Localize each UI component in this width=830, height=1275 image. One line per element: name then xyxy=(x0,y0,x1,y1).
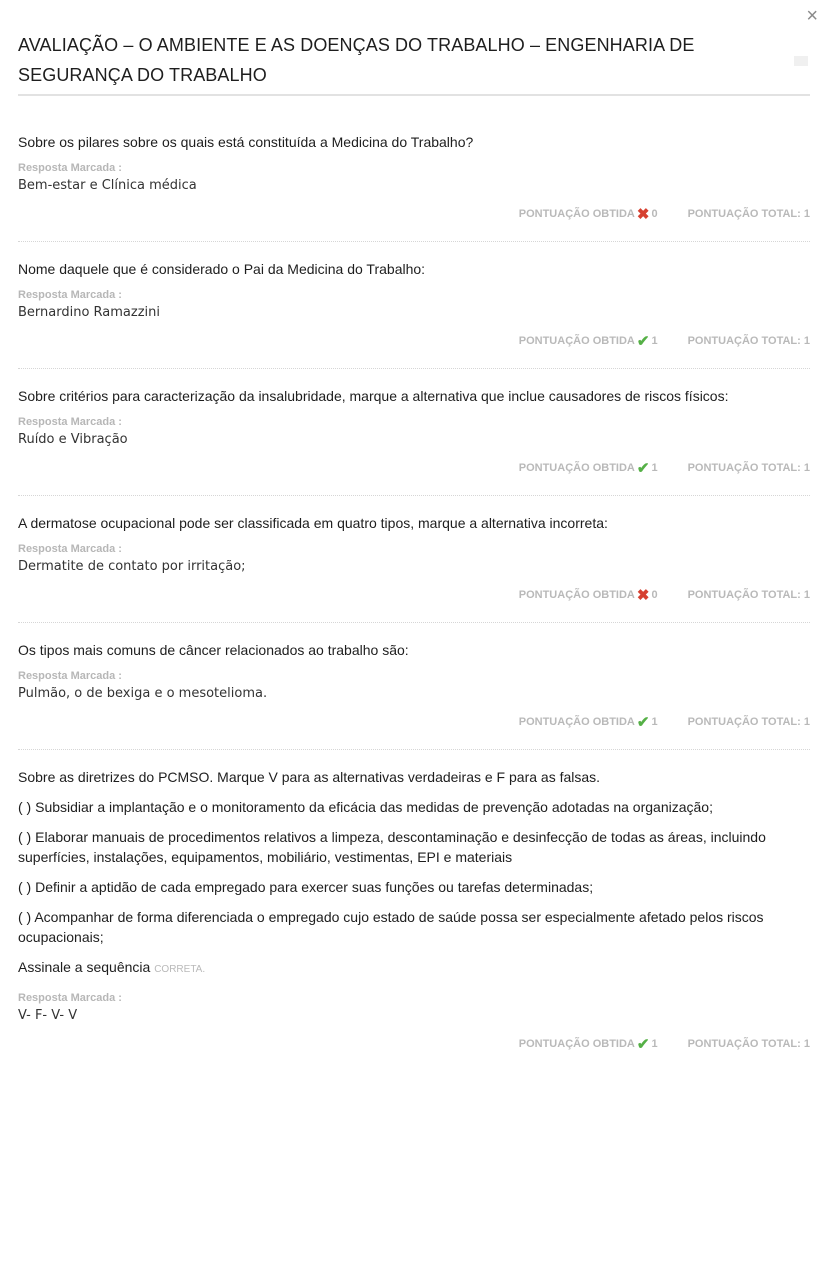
cross-icon: ✖ xyxy=(636,587,650,604)
question-item xyxy=(18,513,810,623)
question-option: ( ) Elaborar manuais de procedimentos relativos a limpeza, descontaminação e desinfecção de todas as áreas, incluindo superfícies, instalações, equipamentos, mobiliário, vestimentas, EPI e materiais xyxy=(18,829,766,865)
question-instruction xyxy=(18,957,810,980)
cross-icon: ✖ xyxy=(636,206,650,223)
question-text: Sobre critérios para caracterização da insalubridade, marque a alternativa que inclue causadores de riscos físicos: xyxy=(18,388,729,404)
question-text: A dermatose ocupacional pode ser classificada em quatro tipos, marque a alternativa incorreta: xyxy=(18,515,608,531)
score-obtained-label: PONTUAÇÃO OBTIDA xyxy=(518,589,635,601)
score-total: PONTUAÇÃO TOTAL: 1 xyxy=(687,1038,810,1050)
question-option: ( ) Acompanhar de forma diferenciada o empregado cujo estado de saúde possa ser especialmente afetado pelos riscos ocupacionais; xyxy=(18,909,764,945)
instruction-text: Assinale a sequência xyxy=(18,959,151,975)
score-obtained-value: 1 xyxy=(651,1038,658,1050)
score-obtained-label: PONTUAÇÃO OBTIDA xyxy=(518,716,635,728)
score-row xyxy=(18,712,810,732)
score-obtained-label: PONTUAÇÃO OBTIDA xyxy=(518,335,635,347)
question-item xyxy=(18,767,810,1071)
instruction-emphasis: CORRETA. xyxy=(154,964,206,975)
answer-label: Resposta Marcada : xyxy=(18,416,122,428)
scrollbar-thumb[interactable] xyxy=(794,56,808,66)
answer-value: Pulmão, o de bexiga e o mesotelioma. xyxy=(18,686,268,701)
question-text: Sobre os pilares sobre os quais está constituída a Medicina do Trabalho? xyxy=(18,134,474,150)
answer-value: Bernardino Ramazzini xyxy=(18,305,160,320)
question-text: Os tipos mais comuns de câncer relacionados ao trabalho são: xyxy=(18,642,409,658)
check-icon: ✔ xyxy=(636,460,650,477)
score-total: PONTUAÇÃO TOTAL: 1 xyxy=(687,589,810,601)
score-total: PONTUAÇÃO TOTAL: 1 xyxy=(687,208,810,220)
score-row xyxy=(18,1034,810,1054)
answer-label: Resposta Marcada : xyxy=(18,543,122,555)
check-icon: ✔ xyxy=(636,1036,650,1053)
score-obtained-value: 1 xyxy=(651,462,658,474)
score-row xyxy=(18,331,810,351)
score-row xyxy=(18,204,810,224)
score-obtained-value: 1 xyxy=(651,335,658,347)
answer-value: Ruído e Vibração xyxy=(18,432,128,447)
score-row xyxy=(18,585,810,605)
answer-value: Bem-estar e Clínica médica xyxy=(18,178,197,193)
question-text: Sobre as diretrizes do PCMSO. Marque V para as alternativas verdadeiras e F para as falsas. xyxy=(18,769,601,785)
score-obtained-value: 1 xyxy=(651,716,658,728)
answer-label: Resposta Marcada : xyxy=(18,670,122,682)
question-option: ( ) Subsidiar a implantação e o monitoramento da eficácia das medidas de prevenção adotadas na organização; xyxy=(18,799,713,815)
question-item xyxy=(18,259,810,369)
question-option: ( ) Definir a aptidão de cada empregado para exercer suas funções ou tarefas determinadas; xyxy=(18,879,594,895)
score-obtained-label: PONTUAÇÃO OBTIDA xyxy=(518,462,635,474)
close-icon[interactable]: × xyxy=(806,5,818,27)
score-obtained-label: PONTUAÇÃO OBTIDA xyxy=(518,1038,635,1050)
score-obtained-label: PONTUAÇÃO OBTIDA xyxy=(518,208,635,220)
score-total: PONTUAÇÃO TOTAL: 1 xyxy=(687,335,810,347)
answer-label: Resposta Marcada : xyxy=(18,992,122,1004)
score-obtained-value: 0 xyxy=(651,208,658,220)
header xyxy=(18,30,810,96)
answer-label: Resposta Marcada : xyxy=(18,162,122,174)
check-icon: ✔ xyxy=(636,714,650,731)
answer-label: Resposta Marcada : xyxy=(18,289,122,301)
question-list xyxy=(18,132,810,1088)
question-item xyxy=(18,132,810,242)
page-title: AVALIAÇÃO – O AMBIENTE E AS DOENÇAS DO TRABALHO – ENGENHARIA DE SEGURANÇA DO TRABALHO xyxy=(18,35,695,85)
answer-value: Dermatite de contato por irritação; xyxy=(18,559,246,574)
score-total: PONTUAÇÃO TOTAL: 1 xyxy=(687,462,810,474)
score-total: PONTUAÇÃO TOTAL: 1 xyxy=(687,716,810,728)
question-item xyxy=(18,386,810,496)
check-icon: ✔ xyxy=(636,333,650,350)
question-text: Nome daquele que é considerado o Pai da Medicina do Trabalho: xyxy=(18,261,426,277)
score-obtained-value: 0 xyxy=(651,589,658,601)
score-row xyxy=(18,458,810,478)
answer-value: V- F- V- V xyxy=(18,1008,78,1023)
question-item xyxy=(18,640,810,750)
